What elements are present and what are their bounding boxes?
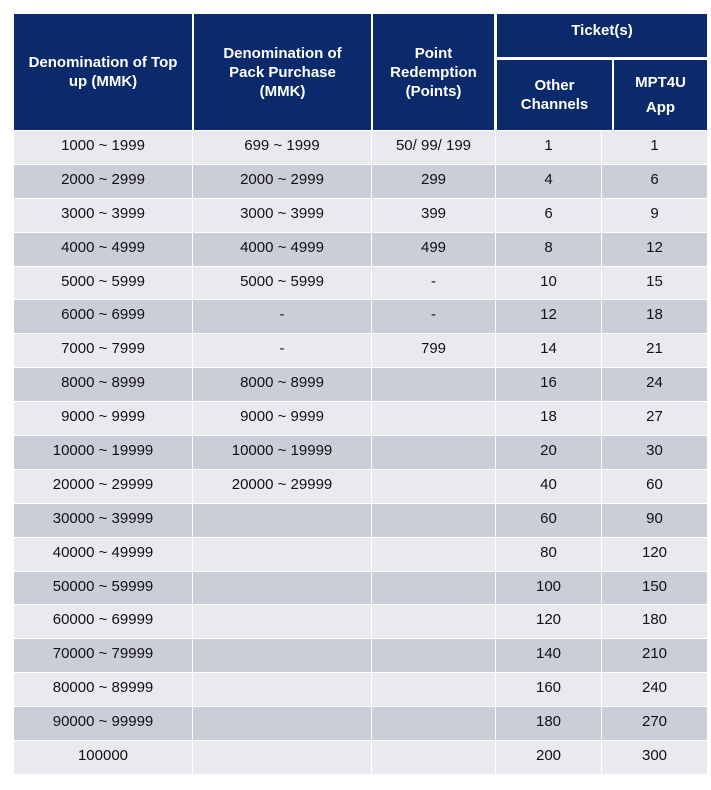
header-app-line2: App: [645, 99, 676, 116]
table-row: [14, 367, 707, 401]
table-row: [14, 232, 707, 266]
app-cell: 60: [646, 475, 663, 493]
other-channels-cell: 160: [496, 673, 602, 706]
topup-cell: 60000 ~ 69999: [14, 605, 193, 638]
pack-cell: 8000 ~ 8999: [193, 368, 372, 401]
header-other-channels: [497, 60, 612, 130]
points-cell: 50/ 99/ 199: [372, 131, 496, 164]
table-row: [14, 706, 707, 740]
topup-cell: 80000 ~ 89999: [14, 673, 193, 706]
topup-cell: 6000 ~ 6999: [14, 300, 193, 333]
topup-cell: 9000 ~ 9999: [14, 402, 193, 435]
pack-cell: 9000 ~ 9999: [193, 402, 372, 435]
header-points-label: Point Redemption (Points): [390, 44, 477, 100]
pack-cell: 2000 ~ 2999: [193, 165, 372, 198]
pack-cell: 10000 ~ 19999: [193, 436, 372, 469]
other-channels-cell: 16: [496, 368, 602, 401]
app-cell: 18: [646, 306, 663, 324]
topup-cell: 3000 ~ 3999: [14, 199, 193, 232]
header-tickets-label: Ticket(s): [571, 22, 633, 39]
pack-cell: [193, 538, 372, 571]
topup-cell: 2000 ~ 2999: [14, 165, 193, 198]
other-channels-cell: 100: [496, 572, 602, 605]
table-row: [14, 604, 707, 638]
header-mpt4u-app: [614, 60, 707, 130]
points-cell: [372, 436, 496, 469]
topup-cell: 20000 ~ 29999: [14, 470, 193, 503]
points-cell: 499: [372, 233, 496, 266]
points-cell: 799: [372, 334, 496, 367]
other-channels-cell: 1: [496, 131, 602, 164]
app-cell: 270: [641, 713, 668, 731]
table-row: [14, 164, 707, 198]
topup-cell: 30000 ~ 39999: [14, 504, 193, 537]
points-cell: -: [372, 267, 496, 300]
topup-cell: 8000 ~ 8999: [14, 368, 193, 401]
points-cell: -: [372, 300, 496, 333]
pack-cell: [193, 639, 372, 672]
pack-cell: -: [193, 300, 372, 333]
points-cell: [372, 504, 496, 537]
points-cell: 299: [372, 165, 496, 198]
app-cell: 210: [641, 645, 668, 663]
app-cell: 15: [646, 272, 663, 290]
app-cell: 6: [650, 170, 659, 188]
topup-cell: 70000 ~ 79999: [14, 639, 193, 672]
other-channels-cell: 18: [496, 402, 602, 435]
app-cell: 180: [641, 611, 668, 629]
app-cell: 90: [646, 509, 663, 527]
table-row: [14, 503, 707, 537]
other-channels-cell: 4: [496, 165, 602, 198]
app-cell: 150: [641, 577, 668, 595]
topup-cell: 4000 ~ 4999: [14, 233, 193, 266]
app-cell: 21: [646, 340, 663, 358]
header-topup: [14, 14, 192, 130]
app-cell: 30: [646, 442, 663, 460]
app-cell: 240: [641, 679, 668, 697]
table-body: [14, 130, 707, 774]
pack-cell: [193, 673, 372, 706]
other-channels-cell: 20: [496, 436, 602, 469]
pack-cell: 699 ~ 1999: [193, 131, 372, 164]
pack-cell: [193, 504, 372, 537]
app-cell: 24: [646, 374, 663, 392]
points-cell: [372, 741, 496, 774]
points-cell: [372, 572, 496, 605]
table-row: [14, 469, 707, 503]
table-row: [14, 299, 707, 333]
pack-cell: 3000 ~ 3999: [193, 199, 372, 232]
table-row: [14, 672, 707, 706]
other-channels-cell: 8: [496, 233, 602, 266]
table-row: [14, 266, 707, 300]
table-row: [14, 638, 707, 672]
table-row: [14, 401, 707, 435]
points-cell: [372, 707, 496, 740]
other-channels-cell: 140: [496, 639, 602, 672]
points-cell: [372, 470, 496, 503]
table-header: [14, 14, 707, 130]
other-channels-cell: 6: [496, 199, 602, 232]
app-cell: 120: [641, 543, 668, 561]
header-topup-label: Denomination of Top up (MMK): [28, 54, 178, 90]
header-pack-label: Denomination of Pack Purchase (MMK): [223, 44, 342, 100]
table-row: [14, 435, 707, 469]
points-cell: [372, 673, 496, 706]
other-channels-cell: 80: [496, 538, 602, 571]
pack-cell: [193, 707, 372, 740]
topup-cell: 100000: [14, 741, 193, 774]
pack-cell: 4000 ~ 4999: [193, 233, 372, 266]
points-cell: [372, 639, 496, 672]
topup-cell: 5000 ~ 5999: [14, 267, 193, 300]
points-cell: [372, 605, 496, 638]
header-other-channels-label: Other Channels: [520, 77, 589, 113]
points-cell: [372, 538, 496, 571]
other-channels-cell: 10: [496, 267, 602, 300]
ticket-table: [14, 14, 707, 774]
other-channels-cell: 180: [496, 707, 602, 740]
table-row: [14, 537, 707, 571]
pack-cell: 5000 ~ 5999: [193, 267, 372, 300]
app-cell: 300: [641, 747, 668, 765]
topup-cell: 40000 ~ 49999: [14, 538, 193, 571]
topup-cell: 1000 ~ 1999: [14, 131, 193, 164]
table-row: [14, 198, 707, 232]
table-row: [14, 333, 707, 367]
pack-cell: -: [193, 334, 372, 367]
header-app-line1: MPT4U: [635, 74, 686, 91]
other-channels-cell: 200: [496, 741, 602, 774]
other-channels-cell: 40: [496, 470, 602, 503]
topup-cell: 10000 ~ 19999: [14, 436, 193, 469]
pack-cell: 20000 ~ 29999: [193, 470, 372, 503]
app-cell: 1: [650, 137, 659, 154]
points-cell: [372, 402, 496, 435]
header-pack: [194, 14, 371, 130]
pack-cell: [193, 572, 372, 605]
table-row: [14, 130, 707, 164]
points-cell: 399: [372, 199, 496, 232]
header-tickets: [497, 14, 707, 57]
app-cell: 9: [650, 204, 659, 222]
pack-cell: [193, 605, 372, 638]
table-row: [14, 571, 707, 605]
points-cell: [372, 368, 496, 401]
table-row: [14, 740, 707, 774]
app-cell: 27: [646, 408, 663, 426]
app-cell: 12: [646, 238, 663, 256]
topup-cell: 50000 ~ 59999: [14, 572, 193, 605]
other-channels-cell: 12: [496, 300, 602, 333]
other-channels-cell: 60: [496, 504, 602, 537]
other-channels-cell: 14: [496, 334, 602, 367]
pack-cell: [193, 741, 372, 774]
header-points: [373, 14, 494, 130]
other-channels-cell: 120: [496, 605, 602, 638]
topup-cell: 90000 ~ 99999: [14, 707, 193, 740]
topup-cell: 7000 ~ 7999: [14, 334, 193, 367]
